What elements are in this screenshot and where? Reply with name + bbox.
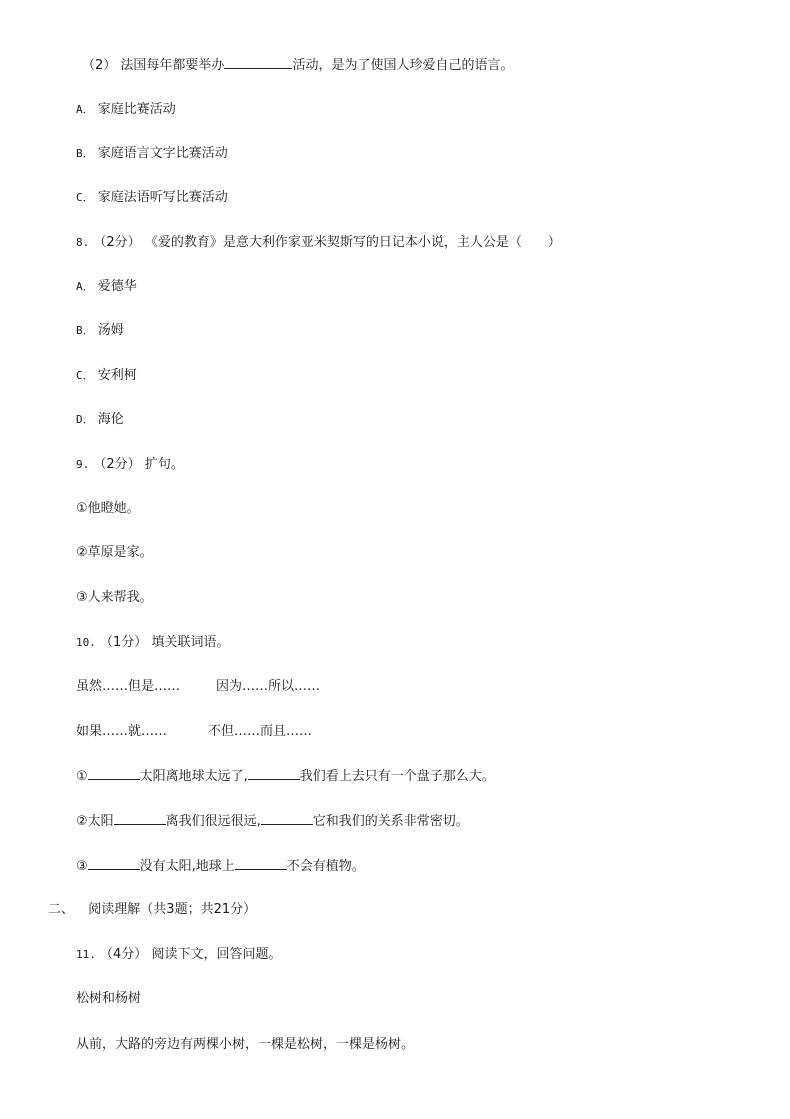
answer-blank[interactable] — [248, 767, 300, 780]
question-score: （2分） — [93, 457, 141, 472]
option-a[interactable] — [76, 101, 176, 119]
section-heading — [48, 901, 256, 919]
fill-item-prefix: ②太阳 — [76, 814, 114, 829]
fill-item-suffix: 我们看上去只有一个盘子那么大。 — [299, 769, 495, 784]
question-number: 11. — [76, 948, 96, 961]
expand-item-3: ③人来帮我。 — [76, 590, 153, 605]
option-letter: A． — [76, 103, 94, 116]
answer-blank[interactable] — [224, 56, 292, 69]
question-10 — [76, 634, 229, 652]
option-d[interactable] — [76, 411, 124, 429]
question-8 — [76, 234, 561, 252]
passage-paragraph: 从前，大路的旁边有两棵小树，一棵是松树，一棵是杨树。 — [76, 1037, 415, 1052]
answer-blank[interactable] — [235, 857, 287, 870]
fill-item-3 — [76, 857, 365, 876]
option-letter: B． — [76, 324, 94, 337]
fill-item-middle: 离我们很远很远, — [165, 814, 261, 829]
option-b[interactable] — [76, 322, 124, 340]
option-letter: C． — [76, 369, 94, 382]
question-text-after: 活动，是为了使国人珍爱自己的语言。 — [292, 58, 514, 73]
option-letter: B． — [76, 147, 94, 160]
option-letter: A． — [76, 280, 94, 293]
fill-item-1 — [76, 767, 495, 786]
section-title: 阅读理解（共3题；共21分） — [88, 902, 257, 917]
expand-item-2: ②草原是家。 — [76, 545, 153, 560]
option-text: 安利柯 — [97, 368, 137, 383]
fill-item-prefix: ① — [76, 769, 88, 784]
question-text: 阅读下文，回答问题。 — [151, 947, 282, 962]
fill-item-suffix: 它和我们的关系非常密切。 — [312, 814, 469, 829]
section-number: 二、 — [48, 902, 75, 917]
conjunction-word: 不但……而且…… — [208, 724, 313, 739]
passage-title: 松树和杨树 — [76, 991, 142, 1006]
option-text: 汤姆 — [97, 323, 124, 338]
question-text: 《爱的教育》是意大利作家亚米契斯写的日记本小说，主人公是（ ） — [144, 235, 561, 250]
option-b[interactable] — [76, 145, 228, 163]
question-7-2 — [82, 56, 513, 75]
sub-question-number: （2） — [82, 58, 117, 73]
option-c[interactable] — [76, 189, 228, 207]
fill-item-2 — [76, 812, 469, 831]
option-c[interactable] — [76, 367, 137, 385]
question-text: 扩句。 — [144, 457, 184, 472]
question-number: 10. — [76, 636, 96, 649]
answer-blank[interactable] — [88, 857, 140, 870]
option-text: 家庭语言文字比赛活动 — [97, 146, 228, 161]
question-11 — [76, 946, 281, 964]
fill-item-middle: 太阳离地球太远了, — [139, 769, 248, 784]
answer-blank[interactable] — [88, 767, 140, 780]
fill-item-middle: 没有太阳,地球上 — [139, 859, 235, 874]
question-number: 9. — [76, 458, 90, 471]
conjunction-word: 如果……就…… — [76, 724, 168, 739]
question-text: 填关联词语。 — [151, 635, 230, 650]
option-text: 家庭法语听写比赛活动 — [97, 190, 228, 205]
answer-blank[interactable] — [114, 812, 166, 825]
question-9 — [76, 456, 184, 474]
expand-item-1: ①他瞪她。 — [76, 501, 140, 516]
option-letter: C． — [76, 191, 94, 204]
conjunction-word: 因为……所以…… — [216, 679, 321, 694]
option-text: 家庭比赛活动 — [97, 102, 176, 117]
question-number: 8. — [76, 236, 90, 249]
question-score: （2分） — [93, 235, 141, 250]
fill-item-suffix: 不会有植物。 — [286, 859, 365, 874]
option-a[interactable] — [76, 278, 137, 296]
question-text-before: 法国每年都要举办 — [120, 58, 225, 73]
conjunction-word: 虽然……但是…… — [76, 679, 181, 694]
option-text: 爱德华 — [97, 279, 137, 294]
question-score: （4分） — [100, 947, 148, 962]
option-text: 海伦 — [97, 412, 124, 427]
question-score: （1分） — [100, 635, 148, 650]
answer-blank[interactable] — [261, 812, 313, 825]
option-letter: D． — [76, 413, 94, 426]
fill-item-prefix: ③ — [76, 859, 88, 874]
